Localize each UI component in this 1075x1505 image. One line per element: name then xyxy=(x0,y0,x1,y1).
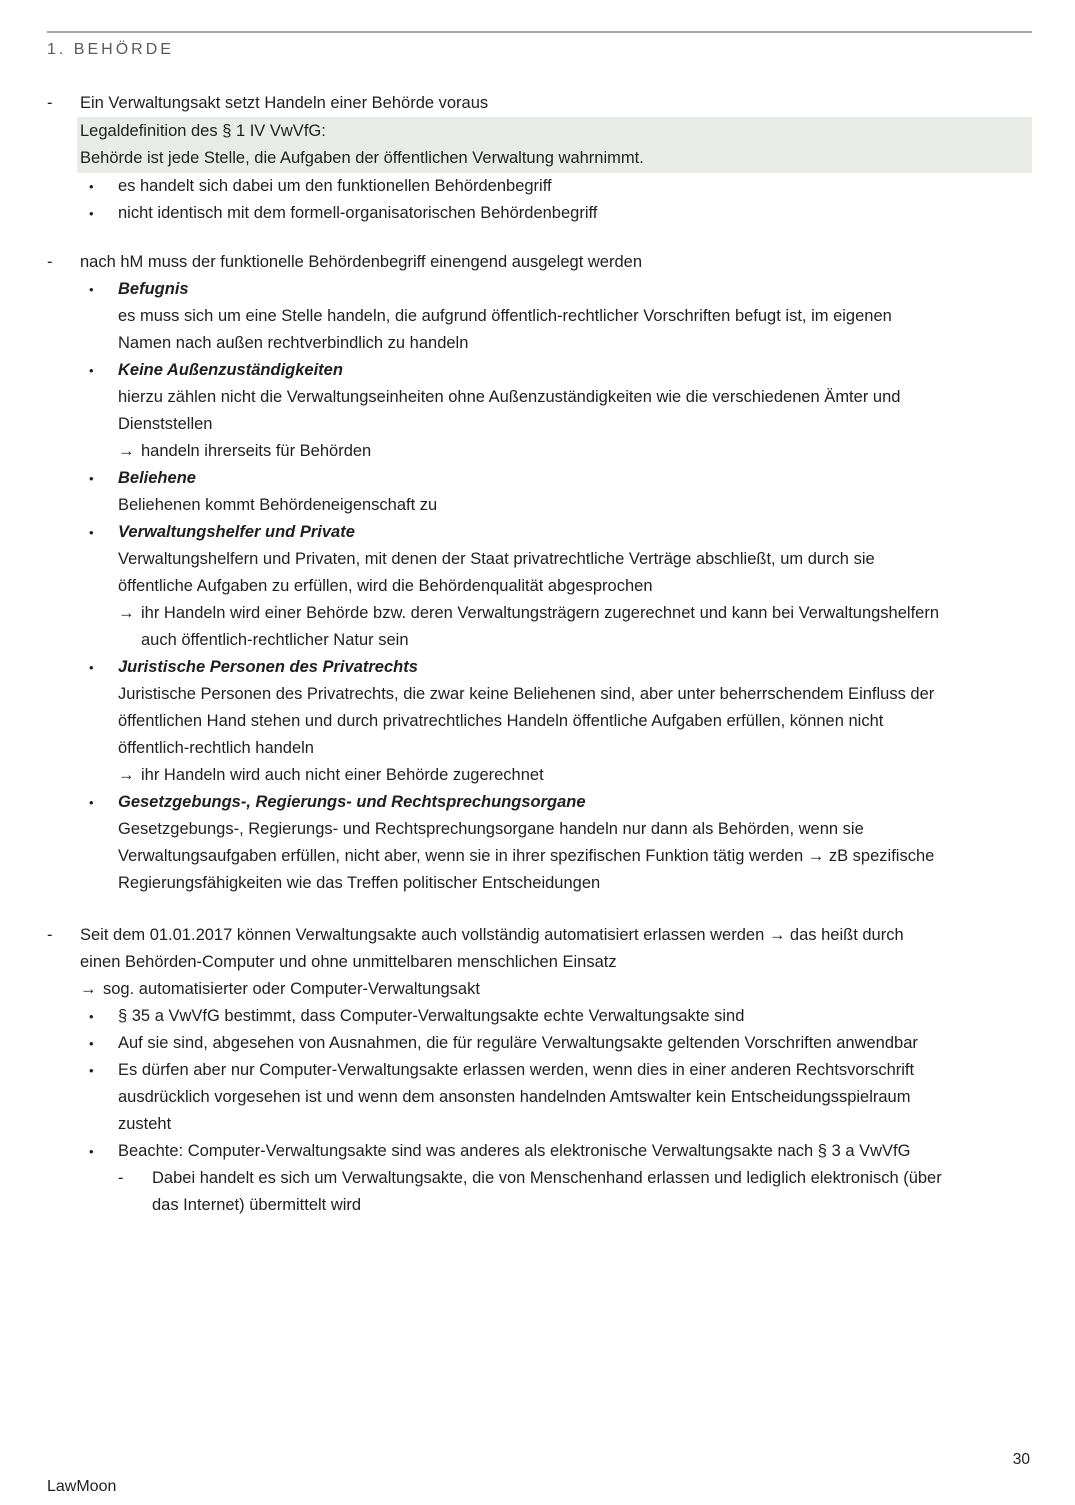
arrow-note xyxy=(118,762,1032,789)
topic-befugnis xyxy=(80,276,1032,357)
arrow-note-text: sog. automatisierter oder Computer-Verwaltungsakt xyxy=(103,980,480,998)
topic-verwaltungshelfer xyxy=(80,519,1032,654)
arrow-note-text: ihr Handeln wird auch nicht einer Behörde zugerechnet xyxy=(141,766,544,784)
lead-text: Ein Verwaltungsakt setzt Handeln einer Behörde voraus xyxy=(80,94,489,112)
list-item-funktioneller-begriff xyxy=(47,249,1032,897)
highlight-box: Legaldefinition des § 1 IV VwVfG: Behörde ist jede Stelle, die Aufgaben der öffentlichen Verwaltung wahrnimmt. xyxy=(77,117,1032,173)
bullet-icon: • xyxy=(89,179,94,194)
bullet-icon: • xyxy=(89,525,94,540)
bullet-icon: • xyxy=(89,471,94,486)
bullet-icon: • xyxy=(89,795,94,810)
arrow-icon: → xyxy=(118,442,135,460)
topic-juristische-personen xyxy=(80,654,1032,789)
page-title: 1. BEHÖRDE xyxy=(47,41,174,58)
bullet-icon: • xyxy=(89,1036,94,1051)
bullet-text: § 35 a VwVfG bestimmt, dass Computer-Verwaltungsakte echte Verwaltungsakte sind xyxy=(118,1007,745,1025)
topic-gesetzgebungsorgane xyxy=(80,789,1032,897)
page-content xyxy=(47,31,1032,1219)
topic-body: Gesetzgebungs-, Regierungs- und Rechtsprechungsorgane handeln nur dann als Behörden, wenn sie Verwaltungsaufgaben erfüllen, nicht aber, wenn sie in ihrer spezifischen Funktion tätig werden → zB spezifische Regierungsfähigkeiten wie das Treffen politischer Entscheidungen xyxy=(118,820,935,892)
list-item xyxy=(80,173,1032,200)
topic-body: Juristische Personen des Privatrechts, die zwar keine Beliehenen sind, aber unter beherrschendem Einfluss der öffentlichen Hand stehen und durch privatrechtliches Handeln öffentliche Aufgaben erfüllen, können nicht öffentlich-rechtlich handeln xyxy=(118,685,935,757)
bullet-icon: • xyxy=(89,282,94,297)
lead-text: nach hM muss der funktionelle Behördenbegriff einengend ausgelegt werden xyxy=(80,253,642,271)
bullet-icon: • xyxy=(89,363,94,378)
topic-beliehene xyxy=(80,465,1032,519)
sub-item-text: Dabei handelt es sich um Verwaltungsakte, die von Menschenhand erlassen und lediglich elektronisch (über das Internet) übermittelt wird xyxy=(152,1169,942,1214)
arrow-note xyxy=(118,438,1032,465)
list-item-verwaltungsakt xyxy=(47,90,1032,227)
bullet-text: es handelt sich dabei um den funktionellen Behördenbegriff xyxy=(118,177,552,195)
dash-icon: - xyxy=(47,94,53,112)
arrow-note xyxy=(80,976,1032,1003)
list-item xyxy=(80,1030,1032,1057)
bullet-icon: • xyxy=(89,1009,94,1024)
arrow-note-text: handeln ihrerseits für Behörden xyxy=(141,442,372,460)
bullet-icon: • xyxy=(89,660,94,675)
bullet-icon: • xyxy=(89,206,94,221)
page-number: 30 xyxy=(1012,1451,1030,1468)
arrow-icon: → xyxy=(80,980,97,998)
topic-title: Beliehene xyxy=(118,469,196,487)
topic-body: es muss sich um eine Stelle handeln, die aufgrund öffentlich-rechtlicher Vorschriften befugt ist, im eigenen Namen nach außen rechtverbindlich zu handeln xyxy=(118,307,892,352)
list-item-automatisierte-va xyxy=(47,922,1032,1219)
arrow-icon: → xyxy=(118,604,135,622)
bullet-text: nicht identisch mit dem formell-organisatorischen Behördenbegriff xyxy=(118,204,598,222)
bullet-text: Es dürfen aber nur Computer-Verwaltungsakte erlassen werden, wenn dies in einer anderen Rechtsvorschrift ausdrücklich vorgesehen ist und wenn dem ansonsten handelnden Amtswalter kein Entscheidungsspielraum zusteht xyxy=(118,1061,915,1133)
list-item xyxy=(80,200,1032,227)
arrow-note xyxy=(118,600,1032,654)
dash-icon: - xyxy=(47,926,53,944)
topic-title: Befugnis xyxy=(118,280,189,298)
topic-title: Gesetzgebungs-, Regierungs- und Rechtsprechungsorgane xyxy=(118,793,586,811)
list-item xyxy=(80,1138,1032,1165)
arrow-note-text: ihr Handeln wird einer Behörde bzw. deren Verwaltungsträgern zugerechnet und kann bei Verwaltungshelfern auch öffentlich-rechtlicher Natur sein xyxy=(141,604,940,649)
sub-list-item xyxy=(118,1165,1032,1219)
bullet-icon: • xyxy=(89,1063,94,1078)
arrow-icon: → xyxy=(118,766,135,784)
topic-body: Beliehenen kommt Behördeneigenschaft zu xyxy=(118,496,438,514)
topic-keine-aussenzustaendigkeiten xyxy=(80,357,1032,465)
list-item xyxy=(80,1057,1032,1138)
topic-title: Juristische Personen des Privatrechts xyxy=(118,658,418,676)
top-rule xyxy=(47,31,1032,33)
topic-title: Verwaltungshelfer und Private xyxy=(118,523,355,541)
list-item xyxy=(80,1003,1032,1030)
topic-title: Keine Außenzuständigkeiten xyxy=(118,361,343,379)
dash-icon: - xyxy=(118,1169,124,1187)
topic-body: hierzu zählen nicht die Verwaltungseinheiten ohne Außenzuständigkeiten wie die verschiedenen Ämter und Dienststellen xyxy=(118,388,901,433)
bullet-icon: • xyxy=(89,1144,94,1159)
bullet-text: Beachte: Computer-Verwaltungsakte sind was anderes als elektronische Verwaltungsakte nach § 3 a VwVfG xyxy=(118,1142,911,1160)
bullet-text: Auf sie sind, abgesehen von Ausnahmen, die für reguläre Verwaltungsakte geltenden Vorschriften anwendbar xyxy=(118,1034,918,1052)
topic-body: Verwaltungshelfern und Privaten, mit denen der Staat privatrechtliche Verträge abschließt, um durch sie öffentliche Aufgaben zu erfüllen, wird die Behördenqualität abgesprochen xyxy=(118,550,875,595)
footer-brand: LawMoon xyxy=(47,1478,117,1495)
lead-text: Seit dem 01.01.2017 können Verwaltungsakte auch vollständig automatisiert erlassen werden → das heißt durch einen Behörden-Computer und ohne unmittelbaren menschlichen Einsatz xyxy=(80,926,904,971)
dash-icon: - xyxy=(47,253,53,271)
